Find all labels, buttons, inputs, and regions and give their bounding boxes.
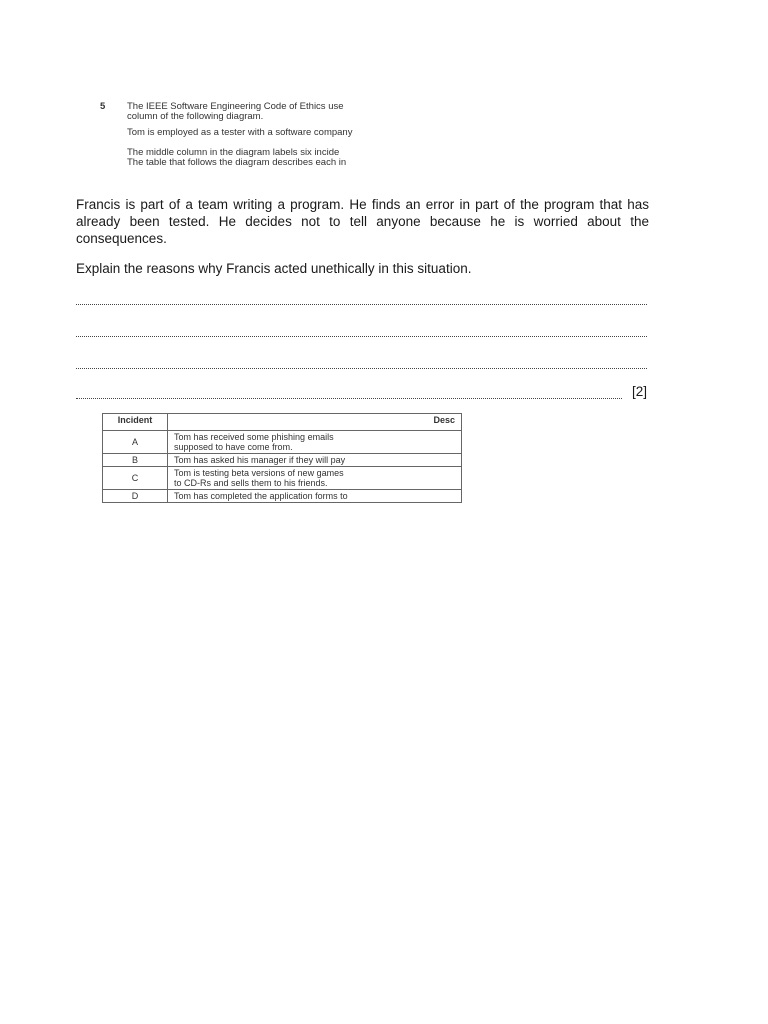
incident-table-excerpt — [102, 413, 455, 511]
description-cell — [168, 490, 462, 503]
excerpt-line: The IEEE Software Engineering Code of Ethics use — [127, 101, 344, 112]
header-incident: Incident — [103, 414, 168, 431]
description-line: Tom has received some phishing emails — [174, 432, 334, 442]
incident-cell: B — [103, 454, 168, 467]
excerpt-line: Tom is employed as a tester with a software company — [127, 127, 353, 138]
table-row — [103, 467, 462, 490]
header-description: Desc — [168, 414, 462, 431]
description-cell — [168, 454, 462, 467]
question-prompt: Explain the reasons why Francis acted unethically in this situation. — [76, 261, 472, 276]
table-row — [103, 431, 462, 454]
incident-cell: A — [103, 431, 168, 454]
table-header-row — [103, 414, 462, 431]
description-cell — [168, 431, 462, 454]
marks-label: [2] — [632, 384, 648, 399]
answer-line[interactable] — [76, 290, 647, 305]
incident-cell: D — [103, 490, 168, 503]
table-row — [103, 454, 462, 467]
description-line: supposed to have come from. — [174, 442, 293, 452]
excerpt-line: The table that follows the diagram describes each in — [127, 157, 347, 168]
excerpt-line: column of the following diagram. — [127, 111, 264, 122]
description-line: Tom has asked his manager if they will pay — [174, 455, 346, 465]
table-row — [103, 490, 462, 503]
question-5-excerpt — [100, 96, 408, 168]
answer-line[interactable] — [76, 384, 622, 399]
question-number: 5 — [100, 101, 106, 112]
incident-table — [102, 413, 462, 503]
question-scenario: Francis is part of a team writing a program. He finds an error in part of the program that has already been tested. He decides not to tell anyone because he is worried about the consequences. — [76, 197, 649, 246]
description-cell — [168, 467, 462, 490]
incident-cell: C — [103, 467, 168, 490]
description-line: Tom is testing beta versions of new games — [174, 468, 344, 478]
description-line: to CD-Rs and sells them to his friends. — [174, 478, 328, 488]
answer-line[interactable] — [76, 322, 647, 337]
excerpt-line: The middle column in the diagram labels six incide — [127, 147, 340, 158]
answer-line[interactable] — [76, 354, 647, 369]
description-line: Tom has completed the application forms to — [174, 491, 348, 501]
